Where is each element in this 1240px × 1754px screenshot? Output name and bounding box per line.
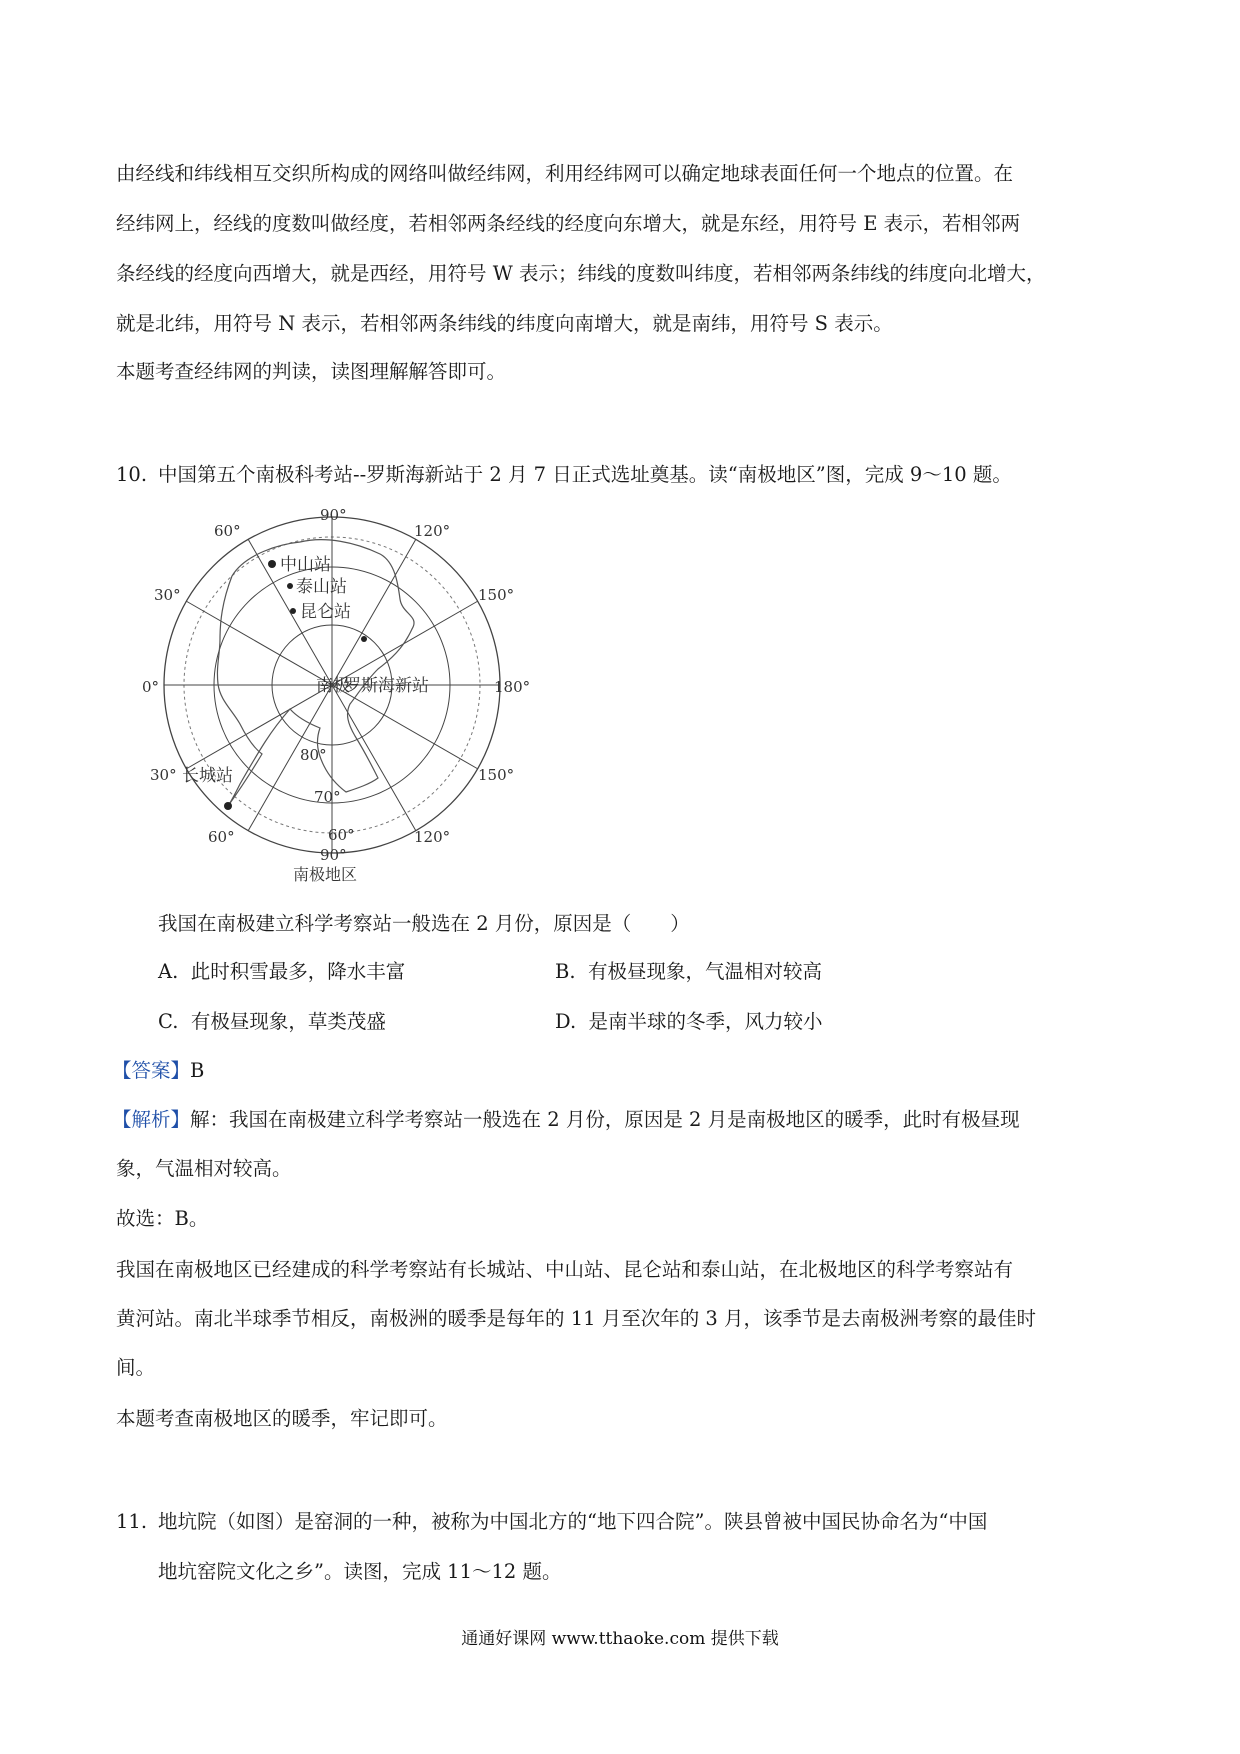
zhongshan-station-dot — [268, 560, 276, 568]
svg-text:150°: 150° — [478, 586, 515, 604]
svg-text:150°: 150° — [478, 766, 515, 784]
station-label-zhongshan: 中山站 — [280, 555, 331, 575]
option-a — [158, 958, 405, 986]
station-label-taishan: 泰山站 — [296, 577, 347, 597]
question-11-line-2: 地坑窑院文化之乡”。读图，完成 11～12 题。 — [158, 1560, 562, 1583]
latitude-labels — [300, 746, 355, 844]
antarctica-map — [142, 504, 540, 884]
option-c-label: C. — [158, 1010, 179, 1033]
analysis-tag: 【解析】 — [112, 1108, 191, 1131]
svg-text:60°: 60° — [328, 826, 355, 844]
intro-line-3: 条经线的经度向西增大，就是西经，用符号 W 表示；纬线的度数叫纬度，若相邻两条纬线的纬度向北增大， — [116, 262, 1046, 285]
antarctica-map-figure — [142, 504, 540, 884]
option-c-text: 有极昼现象，草类茂盛 — [190, 1010, 386, 1033]
taishan-station-dot — [287, 583, 293, 589]
option-d-text: 是南半球的冬季，风力较小 — [588, 1010, 823, 1033]
question-10-text: 中国第五个南极科考站--罗斯海新站于 2 月 7 日正式选址奠基。读“南极地区”图，完成 9～10 题。 — [158, 463, 1012, 486]
svg-text:90°: 90° — [320, 506, 347, 524]
option-b-text: 有极昼现象，气温相对较高 — [587, 960, 822, 983]
analysis-line-5: 黄河站。南北半球季节相反，南极洲的暖季是每年的 11 月至次年的 3 月，该季节是去南极洲考察的最佳时 — [116, 1307, 1037, 1330]
intro-line-5: 本题考查经纬网的判读，读图理解解答即可。 — [116, 360, 507, 383]
option-d — [555, 1008, 823, 1036]
station-label-rosshai: 罗斯海新站 — [344, 676, 429, 696]
svg-text:180°: 180° — [494, 678, 531, 696]
option-b — [555, 958, 822, 986]
option-c — [158, 1008, 386, 1036]
station-label-kunlun: 昆仑站 — [300, 602, 351, 622]
svg-text:60°: 60° — [208, 828, 235, 846]
answer-line — [112, 1057, 204, 1085]
rosshai-station-dot — [361, 636, 367, 642]
svg-text:80°: 80° — [300, 746, 327, 764]
analysis-line-2: 象，气温相对较高。 — [116, 1157, 292, 1180]
svg-text:120°: 120° — [414, 522, 451, 540]
analysis-first-text: 解：我国在南极建立科学考察站一般选在 2 月份，原因是 2 月是南极地区的暖季，此时有极昼现 — [190, 1108, 1020, 1131]
svg-text:90°: 90° — [320, 846, 347, 864]
south-pole-label: 南极 — [316, 676, 350, 696]
option-a-label: A. — [158, 960, 179, 983]
changcheng-station-dot — [224, 802, 232, 810]
svg-text:30°: 30° — [150, 766, 177, 784]
analysis-line-1 — [112, 1106, 1020, 1134]
option-a-text: 此时积雪最多，降水丰富 — [190, 960, 406, 983]
intro-line-1: 由经线和纬线相互交织所构成的网络叫做经纬网，利用经纬网可以确定地球表面任何一个地点的位置。在 — [116, 162, 1014, 185]
kunlun-station-dot — [290, 608, 296, 614]
question-10-prompt: 我国在南极建立科学考察站一般选在 2 月份，原因是（ ） — [158, 912, 690, 935]
figure-caption: 南极地区 — [293, 865, 358, 884]
answer-tag: 【答案】 — [112, 1059, 191, 1082]
question-11-number: 11. — [116, 1510, 148, 1533]
svg-text:30°: 30° — [154, 586, 181, 604]
question-11-line-1: 地坑院（如图）是窑洞的一种，被称为中国北方的“地下四合院”。陕县曾被中国民协命名为“中国 — [158, 1510, 988, 1533]
station-label-changcheng: 长城站 — [182, 766, 233, 786]
option-d-label: D. — [555, 1010, 577, 1033]
question-10-number: 10. — [116, 463, 148, 486]
intro-line-4: 就是北纬，用符号 N 表示，若相邻两条纬线的纬度向南增大，就是南纬，用符号 S 表示。 — [116, 312, 893, 335]
analysis-line-3: 故选：B。 — [116, 1207, 209, 1230]
svg-text:70°: 70° — [314, 788, 341, 806]
analysis-line-6: 间。 — [116, 1356, 156, 1379]
svg-text:60°: 60° — [214, 522, 241, 540]
svg-text:120°: 120° — [414, 828, 451, 846]
intro-line-2: 经纬网上，经线的度数叫做经度，若相邻两条经线的经度向东增大，就是东经，用符号 E 表示，若相邻两 — [116, 212, 1021, 235]
answer-value: B — [190, 1059, 205, 1082]
page-footer: 通通好课网 www.tthaoke.com 提供下载 — [461, 1629, 779, 1649]
analysis-line-4: 我国在南极地区已经建成的科学考察站有长城站、中山站、昆仑站和泰山站，在北极地区的科学考察站有 — [116, 1258, 1014, 1281]
svg-text:0°: 0° — [142, 678, 160, 696]
option-b-label: B. — [555, 960, 576, 983]
analysis-line-7: 本题考查南极地区的暖季，牢记即可。 — [116, 1407, 448, 1430]
